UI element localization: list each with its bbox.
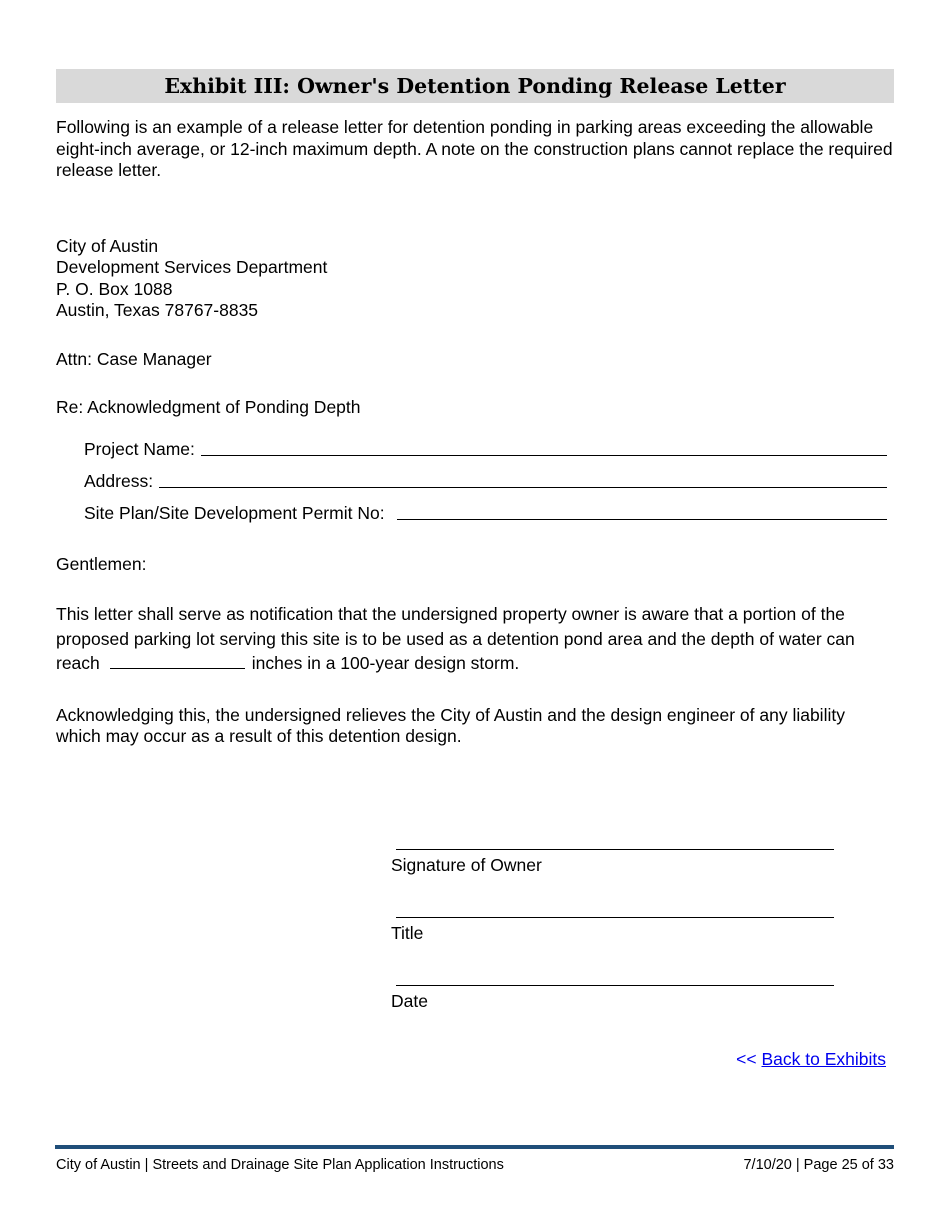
recipient-address: [56, 236, 894, 322]
notification-text: This letter shall serve as notification that the undersigned property owner is aware that a portion of the proposed parking lot serving this site is to be used as a detention pond area and the depth of water can reach: [56, 604, 855, 673]
document-page: [56, 69, 894, 1069]
page-footer: [56, 1156, 894, 1174]
owner-title: [391, 899, 836, 967]
back-to-exhibits-link[interactable]: Back to Exhibits: [761, 1049, 886, 1069]
address-blank[interactable]: [159, 473, 887, 488]
footer-document-title: City of Austin | Streets and Drainage Site Plan Application Instructions: [56, 1157, 504, 1173]
address-line: Austin, Texas 78767-8835: [56, 300, 259, 320]
date-line[interactable]: [396, 967, 834, 986]
back-prefix: <<: [736, 1049, 757, 1069]
permit-number-field: [84, 492, 887, 524]
subject-line: Re: Acknowledgment of Ponding Depth: [56, 397, 361, 417]
address-line: Development Services Department: [56, 257, 328, 277]
permit-number-blank[interactable]: [397, 505, 887, 520]
project-fields: [84, 428, 887, 524]
footer-divider: [55, 1145, 894, 1149]
address-line: P. O. Box 1088: [56, 278, 173, 299]
acknowledgment-paragraph: Acknowledging this, the undersigned relieves the City of Austin and the design engineer of any liability which may occur as a result of this detention design.: [56, 704, 845, 746]
attention-line: Attn: Case Manager: [56, 348, 212, 369]
signature-block: [391, 831, 836, 1035]
back-navigation: [736, 1049, 886, 1070]
project-name-blank[interactable]: [201, 441, 887, 456]
permit-number-label: Site Plan/Site Development Permit No:: [84, 502, 385, 523]
notification-text-end: inches in a 100-year design storm.: [251, 653, 520, 673]
address-line: City of Austin: [56, 235, 159, 256]
address-field: [84, 460, 887, 492]
owner-signature-line[interactable]: [396, 831, 834, 850]
date-caption: Date: [391, 991, 428, 1011]
footer-page-info: 7/10/20 | Page 25 of 33: [743, 1157, 894, 1173]
depth-blank[interactable]: [110, 655, 245, 669]
project-name-field: [84, 428, 887, 460]
notification-paragraph: [56, 602, 894, 676]
owner-signature: [391, 831, 836, 899]
exhibit-title: Exhibit III: Owner's Detention Ponding Release Letter: [56, 69, 894, 103]
intro-paragraph: Following is an example of a release letter for detention ponding in parking areas exceeding the allowable eight-inch average, or 12-inch maximum depth. A note on the construction plans cannot replace the required release letter.: [56, 117, 893, 180]
project-name-label: Project Name:: [84, 438, 195, 459]
title-caption: Title: [391, 923, 424, 943]
address-label: Address:: [84, 470, 154, 491]
owner-signature-caption: Signature of Owner: [391, 855, 542, 875]
title-line[interactable]: [396, 899, 834, 918]
salutation: Gentlemen:: [56, 553, 147, 574]
signature-date: [391, 967, 836, 1035]
